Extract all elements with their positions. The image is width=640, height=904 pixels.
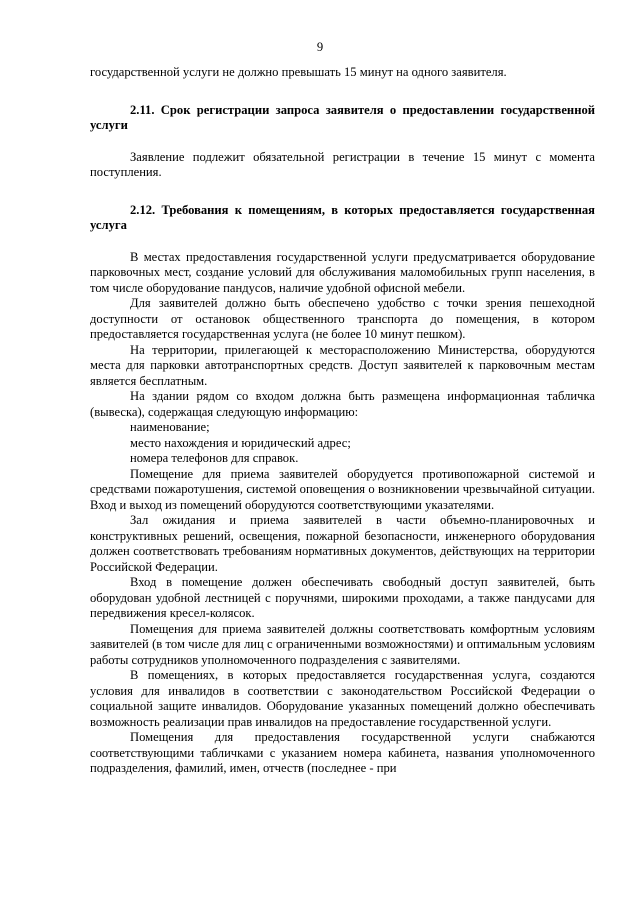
paragraph-entrance: Вход в помещение должен обеспечивать свободный доступ заявителей, быть оборудован удобной лестницей с поручнями, широкими проходами, а также пандусами для передвижения кресел-колясок. [90, 575, 595, 620]
section-heading: 2.12. Требования к помещениям, в которых предоставляется государственная услуга [90, 202, 595, 232]
paragraph-comfort: Помещения для приема заявителей должны соответствовать комфортным условиям заявителей (в том числе для лиц с ограниченными возможностями) и оптимальным условиям работы сотрудников уполномоченного подразделения с заявителями. [90, 621, 595, 667]
spacer [90, 134, 595, 150]
section-paragraph: Заявление подлежит обязательной регистрации в течение 15 минут с момента поступления. [90, 149, 595, 179]
section-2-12 [90, 203, 595, 777]
spacer [90, 234, 595, 250]
section-2-11 [90, 103, 595, 181]
paragraph-fire-safety: Помещение для приема заявителей оборудуется противопожарной системой и средствами пожаротушения, системой оповещения о возникновении чрезвычайной ситуации. Вход и выход из помещений оборудуются соответствующими указателями. [90, 466, 595, 512]
paragraph-parking: В местах предоставления государственной услуги предусматривается оборудование парковочных мест, создание условий для обслуживания маломобильных групп населения, в том числе оборудование пандусов, наличие удобной офисной мебели. [90, 249, 595, 295]
list-item: номера телефонов для справок. [130, 451, 299, 465]
paragraph-signboard: На здании рядом со входом должна быть размещена информационная табличка (вывеска), содержащая следующую информацию: [90, 389, 595, 419]
paragraph-territory: На территории, прилегающей к месторасположению Министерства, оборудуются места для парковки автотранспортных средств. Доступ заявителей к парковочным местам является бесплатным. [90, 342, 595, 388]
paragraph-waiting-hall: Зал ожидания и приема заявителей в части объемно-планировочных и конструктивных решений, освещения, пожарной безопасности, инженерного оборудования должен соответствовать требованиям нормативных документов, действующих на территории Российской Федерации. [90, 513, 595, 574]
list-item: место нахождения и юридический адрес; [130, 435, 351, 450]
document-body [90, 65, 595, 777]
spacer [90, 81, 595, 103]
section-heading: 2.11. Срок регистрации запроса заявителя о предоставлении государственной услуги [90, 102, 595, 132]
paragraph-disabled-access: В помещениях, в которых предоставляется государственная услуга, создаются условия для инвалидов в соответствии с законодательством Российской Федерации о социальной защите инвалидов. Оборудование указанных помещений должно обеспечивать возможность реализации прав инвалидов на предоставление государственной услуги. [90, 668, 595, 729]
spacer [90, 181, 595, 203]
paragraph-pedestrian-access: Для заявителей должно быть обеспечено удобство с точки зрения пешеходной доступности от остановок общественного транспорта до помещения, в котором предоставляется государственная услуга (не более 10 минут пешком). [90, 296, 595, 341]
page-number: 9 [316, 40, 324, 54]
opening-line: государственной услуги не должно превышать 15 минут на одного заявителя. [90, 65, 507, 79]
paragraph-signage: Помещения для предоставления государственной услуги снабжаются соответствующими табличками с указанием номера кабинета, названия уполномоченного подразделения, фамилий, имен, отчеств (последнее - при [90, 730, 595, 775]
list-item: наименование; [130, 420, 210, 434]
